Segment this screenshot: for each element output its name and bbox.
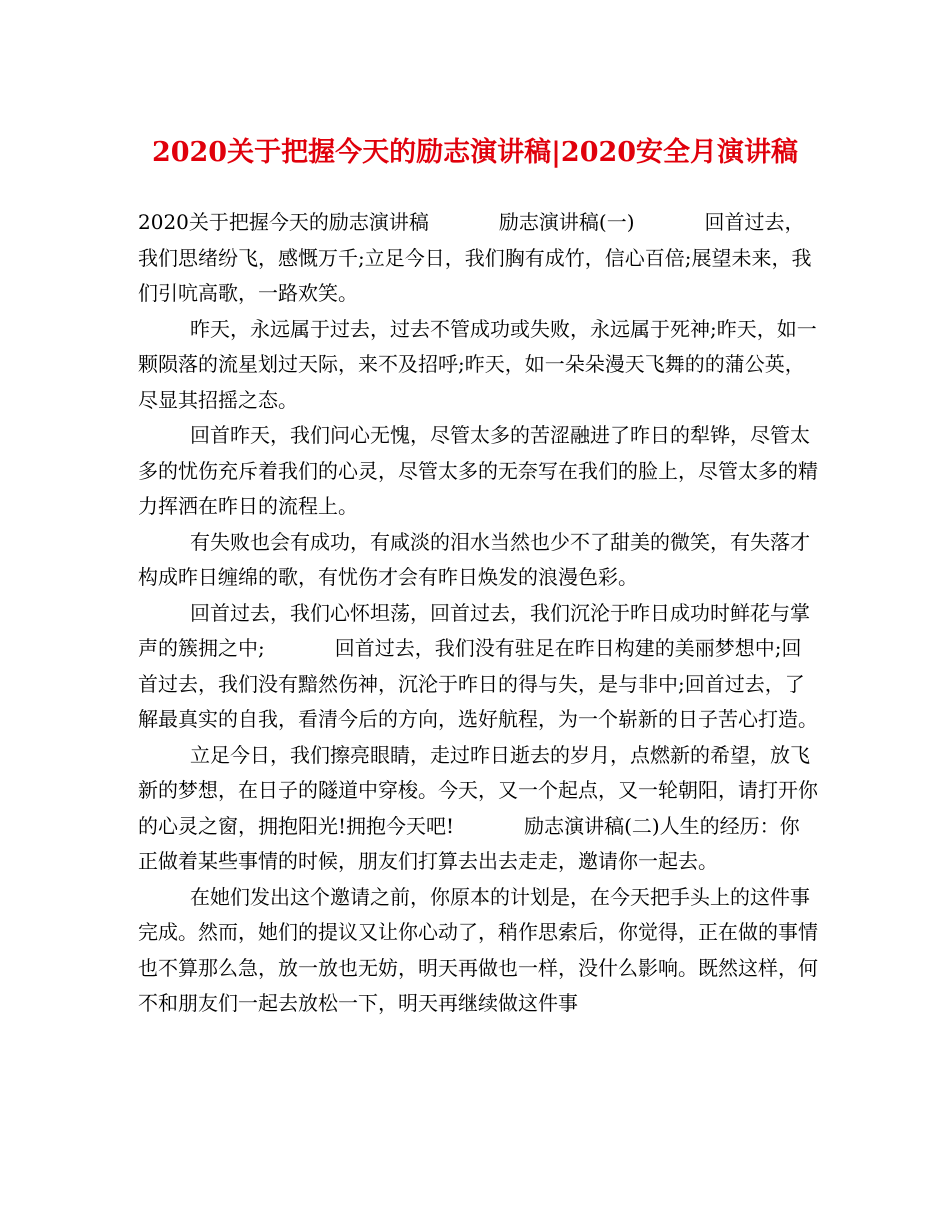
paragraph-5-text-a: 回首过去，我们心怀坦荡，回首过去，我们沉沦于昨日成功时鲜花与掌声的簇拥之中; bbox=[138, 600, 810, 660]
paragraph-5 bbox=[138, 596, 818, 738]
paragraph-1-doc-heading: 2020关于把握今天的励志演讲稿 bbox=[138, 210, 429, 234]
paragraph-6-section-heading: 励志演讲稿(二) bbox=[524, 813, 660, 838]
document-title: 2020关于把握今天的励志演讲稿|2020安全月演讲稿 bbox=[151, 137, 799, 168]
paragraph-6 bbox=[138, 738, 818, 880]
document-body bbox=[138, 205, 818, 1022]
paragraph-2: 昨天，永远属于过去，过去不管成功或失败，永远属于死神;昨天，如一颗陨落的流星划过天际，来不及招呼;昨天，如一朵朵漫天飞舞的的蒲公英，尽显其招摇之态。 bbox=[138, 316, 817, 412]
paragraph-3: 回首昨天，我们问心无愧，尽管太多的苦涩融进了昨日的犁铧，尽管太多的忧伤充斥着我们的心灵，尽管太多的无奈写在我们的脸上，尽管太多的精力挥洒在昨日的流程上。 bbox=[138, 423, 818, 518]
paragraph-6-text-b: 人生的经历：你正做着某些事情的时候，朋友们打算去出去走走，邀请你一起去。 bbox=[138, 813, 800, 873]
paragraph-5-text-b: 回首过去，我们没有驻足在昨日构建的美丽梦想中;回首过去，我们没有黯然伤神，沉沦于昨日的得与失，是与非中;回首过去，了解最真实的自我，看清今后的方向，选好航程，为一个崭新的日子苦心打造。 bbox=[138, 636, 818, 731]
paragraph-7: 在她们发出这个邀请之前，你原本的计划是，在今天把手头上的这件事完成。然而，她们的提议又让你心动了，稍作思索后，你觉得，正在做的事情也不算那么急，放一放也无妨，明天再做也一样，没什么影响。既然这样，何不和朋友们一起去放松一下，明天再继续做这件事 bbox=[138, 884, 818, 1015]
paragraph-1 bbox=[138, 205, 818, 312]
paragraph-1-section-heading: 励志演讲稿(一) bbox=[498, 210, 635, 234]
paragraph-1-text: 回首过去，我们思绪纷飞，感慨万千;立足今日，我们胸有成竹，信心百倍;展望未来，我们引吭高歌，一路欢笑。 bbox=[138, 210, 812, 305]
paragraph-6-text-a: 立足今日，我们擦亮眼睛，走过昨日逝去的岁月，点燃新的希望，放飞新的梦想，在日子的隧道中穿梭。今天，又一个起点，又一轮朝阳，请打开你的心灵之窗，拥抱阳光!拥抱今天吧! bbox=[138, 742, 818, 838]
paragraph-4: 有失败也会有成功，有咸淡的泪水当然也少不了甜美的微笑，有失落才构成昨日缠绵的歌，有忧伤才会有昨日焕发的浪漫色彩。 bbox=[138, 529, 810, 589]
